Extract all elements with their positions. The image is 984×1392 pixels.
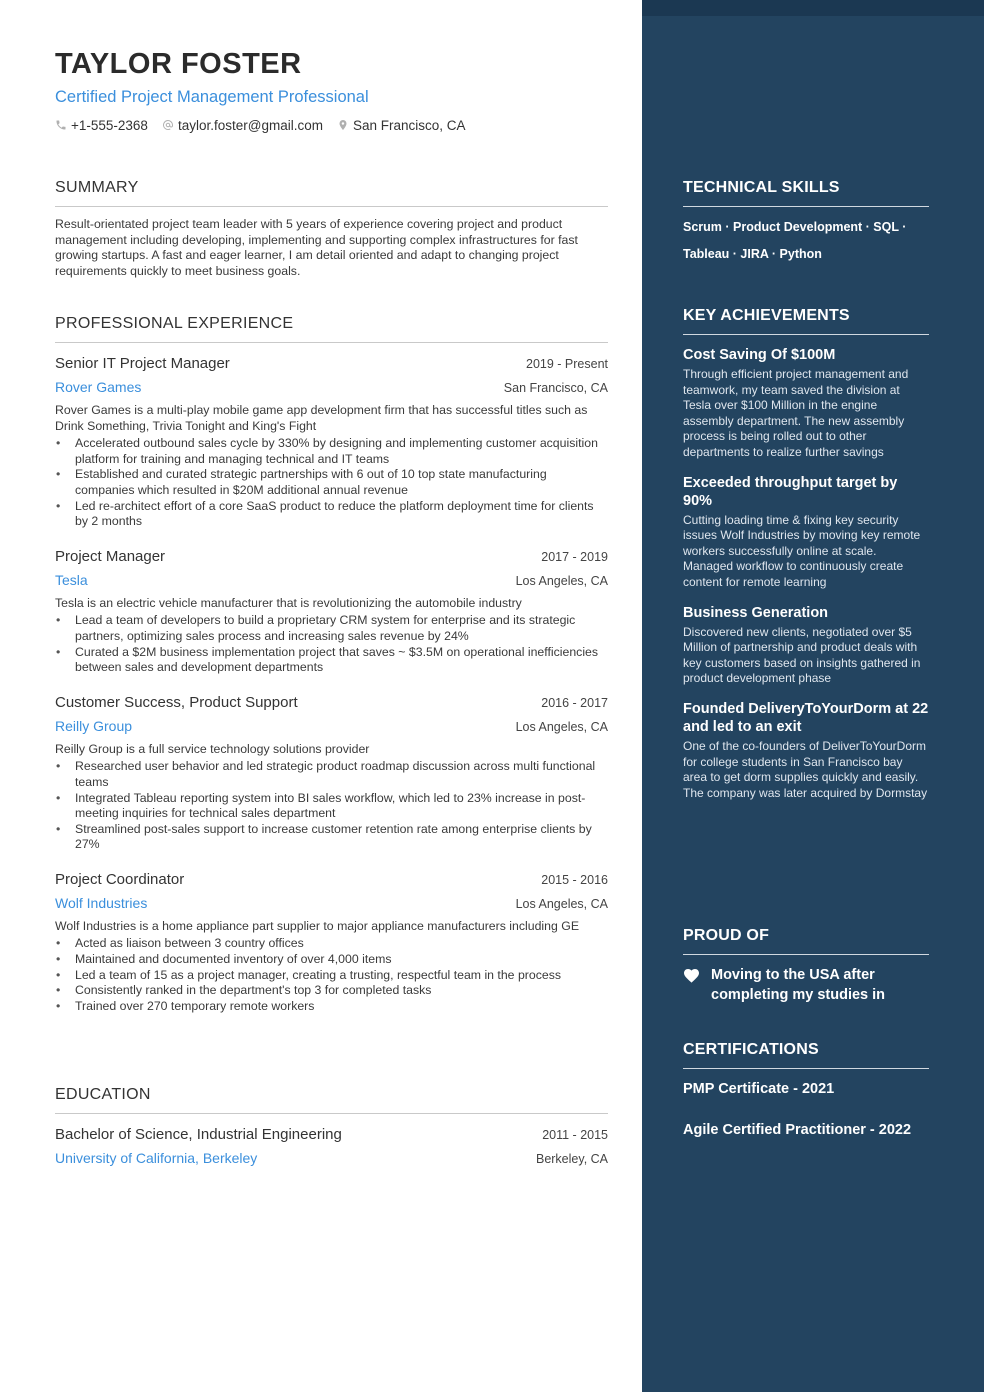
sidebar-top-band xyxy=(642,0,984,16)
job-description: Tesla is an electric vehicle manufacturer that is revolutionizing the automobile industry xyxy=(55,595,522,610)
bullet-item: • Acted as liaison between 3 country offices xyxy=(55,936,608,952)
achievement-title: Cost Saving Of $100M xyxy=(683,347,836,363)
heart-icon xyxy=(683,968,700,983)
job-company: Reilly Group xyxy=(55,717,133,734)
achievement-item xyxy=(683,474,929,591)
bullet-item: • Consistently ranked in the department's top 3 for completed tasks xyxy=(55,983,608,999)
job-bullets xyxy=(55,613,608,675)
summary-heading: SUMMARY xyxy=(55,178,608,207)
degree: Bachelor of Science, Industrial Engineering xyxy=(55,1126,342,1143)
job-date: 2017 - 2019 xyxy=(541,549,608,564)
job-title: Customer Success, Product Support xyxy=(55,693,298,711)
contact-location xyxy=(337,118,466,133)
proud-section xyxy=(683,926,929,1005)
candidate-title: Certified Project Management Professional xyxy=(55,88,369,106)
job-location: Los Angeles, CA xyxy=(515,573,608,588)
job-entry xyxy=(55,693,608,853)
bullet-item: • Curated a $2M business implementation project that saves ~ $3.5M on operational inefficiencies between sales and development departments xyxy=(55,645,608,676)
bullet-item: • Streamlined post-sales support to increase customer retention rate among enterprise clients by 27% xyxy=(55,822,608,853)
job-title: Project Coordinator xyxy=(55,870,185,888)
phone-text: +1-555-2368 xyxy=(71,117,148,133)
achievements-section xyxy=(683,306,929,801)
skills-heading: TECHNICAL SKILLS xyxy=(683,178,929,207)
location-text: San Francisco, CA xyxy=(352,117,466,133)
job-description: Wolf Industries is a home appliance part supplier to major appliance manufacturers including GE xyxy=(55,918,580,933)
education-entry xyxy=(55,1125,608,1167)
proud-text: Moving to the USA after completing my studies in xyxy=(711,967,886,1003)
job-location: Los Angeles, CA xyxy=(515,896,608,911)
bullet-item: • Trained over 270 temporary remote workers xyxy=(55,999,608,1015)
achievement-title: Founded DeliveryToYourDorm at 22 and led to an exit xyxy=(683,700,929,735)
achievement-title: Business Generation xyxy=(683,604,829,621)
job-location: Los Angeles, CA xyxy=(515,719,608,734)
bullet-item: • Established and curated strategic partnerships with 6 out of 10 top state manufacturing companies which resulted in $20M additional annual revenue xyxy=(55,467,608,498)
bullet-item: • Led re-architect effort of a core SaaS product to reduce the platform deployment time for clients by 2 months xyxy=(55,499,608,530)
education-location: Berkeley, CA xyxy=(535,1152,608,1166)
experience-heading: PROFESSIONAL EXPERIENCE xyxy=(55,314,608,343)
achievement-title: Exceeded throughput target by 90% xyxy=(683,474,898,509)
job-entry xyxy=(55,547,608,676)
bullet-item: • Led a team of 15 as a project manager, creating a trusting, respectful team in the process xyxy=(55,968,608,984)
contact-phone[interactable] xyxy=(55,118,148,133)
certifications-section xyxy=(683,1040,929,1139)
candidate-name: TAYLOR FOSTER xyxy=(55,48,302,80)
skills-list xyxy=(683,214,929,268)
main-column xyxy=(55,46,608,1166)
summary-section xyxy=(55,178,608,279)
achievement-text: Discovered new clients, negotiated over $5 Million of partnership and product deals with key customers based on insights gathered in product development phase xyxy=(683,624,921,686)
achievement-item xyxy=(683,700,929,801)
contact-email[interactable] xyxy=(162,118,323,133)
job-bullets xyxy=(55,936,608,1014)
job-description: Rover Games is a multi-play mobile game app development firm that has successful titles such as Drink Something, Trivia Tonight and King's Fight xyxy=(55,403,588,433)
job-company: Tesla xyxy=(55,571,88,588)
job-title: Senior IT Project Manager xyxy=(55,355,230,372)
skills-section xyxy=(683,178,929,268)
job-company: Wolf Industries xyxy=(55,894,148,911)
summary-text: Result-orientated project team leader with 5 years of experience covering project and product management including developing, implementing and supporting complex infrastructures for fast growing startups. A fast and eager learner, I am detail oriented and adapt to changing project requirements quickly to meet business goals. xyxy=(55,217,578,278)
education-section xyxy=(55,1085,608,1167)
job-title: Project Manager xyxy=(55,547,166,565)
achievement-text: Through efficient project management and teamwork, my team saved the division at Tesla over $100 Million in the engine assembly department. The new assembly process is being rolled out to other departments to realize further savings xyxy=(683,367,909,459)
certification-item: PMP Certificate - 2021 xyxy=(683,1081,835,1097)
job-location: San Francisco, CA xyxy=(503,381,608,395)
at-icon xyxy=(162,119,174,131)
job-entry xyxy=(55,354,608,530)
phone-icon xyxy=(55,119,67,131)
bullet-item: • Maintained and documented inventory of over 4,000 items xyxy=(55,952,608,968)
proud-item xyxy=(683,966,929,1005)
location-pin-icon xyxy=(337,119,349,131)
education-date: 2011 - 2015 xyxy=(542,1128,608,1142)
proud-heading: PROUD OF xyxy=(683,926,929,955)
email-text: taylor.foster@gmail.com xyxy=(177,117,323,133)
job-entry xyxy=(55,870,608,1015)
education-heading: EDUCATION xyxy=(55,1085,608,1114)
experience-section xyxy=(55,314,608,1014)
job-bullets xyxy=(55,759,608,853)
achievement-item xyxy=(683,604,929,687)
job-date: 2016 - 2017 xyxy=(541,695,608,710)
achievement-text: Cutting loading time & fixing key security issues Wolf Industries by moving key remote workers successfully online at scale. Managed workflow to continuously create content for remote learning xyxy=(683,512,921,589)
bullet-item: • Researched user behavior and led strategic product roadmap discussion across multi functional teams xyxy=(55,759,608,790)
job-company: Rover Games xyxy=(55,379,142,395)
achievements-heading: KEY ACHIEVEMENTS xyxy=(683,306,929,335)
bullet-item: • Lead a team of developers to build a proprietary CRM system for enterprise and its strategic partners, optimizing sales process and increasing sales revenue by 24% xyxy=(55,613,608,644)
bullet-item: • Integrated Tableau reporting system into BI sales workflow, which led to 23% increase in post-meeting inquiries for technical sales department xyxy=(55,791,608,822)
skills-line: Scrum · Product Development · SQL · xyxy=(683,220,907,234)
job-bullets xyxy=(55,436,608,530)
school: University of California, Berkeley xyxy=(55,1150,258,1166)
job-date: 2015 - 2016 xyxy=(541,872,608,887)
sidebar xyxy=(642,0,984,1392)
achievement-item xyxy=(683,346,929,461)
job-date: 2019 - Present xyxy=(526,357,608,371)
achievement-text: One of the co-founders of DeliverToYourDorm for college students in San Francisco bay area to get dorm supplies quickly and easily. The company was later acquired by Dormstay xyxy=(683,738,928,800)
job-description: Reilly Group is a full service technology solutions provider xyxy=(55,741,370,756)
certification-item: Agile Certified Practitioner - 2022 xyxy=(683,1122,912,1138)
certifications-heading: CERTIFICATIONS xyxy=(683,1040,929,1069)
contact-info xyxy=(55,115,608,135)
bullet-item: • Accelerated outbound sales cycle by 330% by designing and implementing customer acquisition platform for training and managing technical and IT teams xyxy=(55,436,608,467)
skills-line: Tableau · JIRA · Python xyxy=(683,247,822,261)
